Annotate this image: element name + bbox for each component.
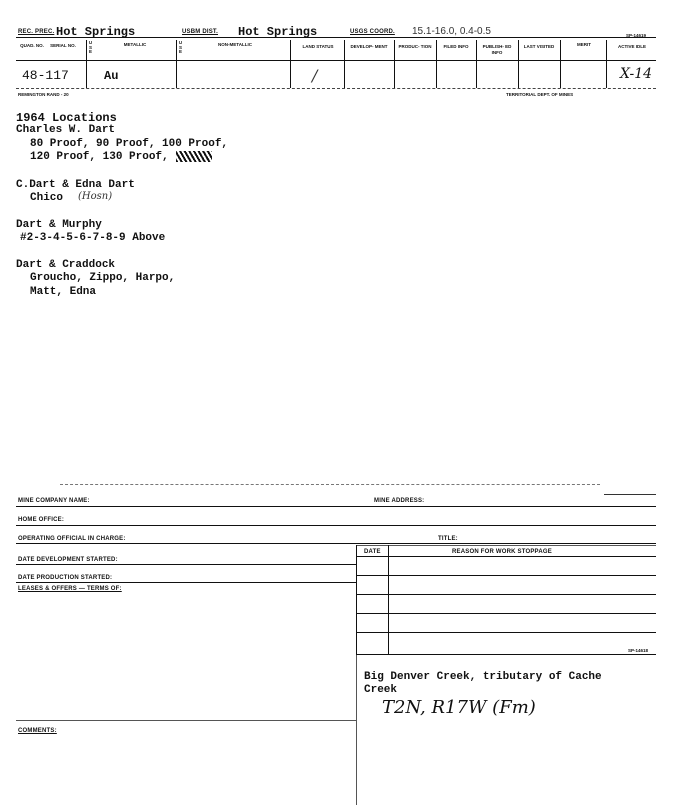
col-merit: MERIT: [577, 42, 591, 47]
col-production: PRODUC- TION: [398, 44, 432, 49]
col-serial-no: SERIAL NO.: [50, 43, 76, 48]
locator-c-dart-edna-dart: C.Dart & Edna Dart: [16, 179, 135, 191]
location-line-1: Big Denver Creek, tributary of Cache: [364, 671, 602, 683]
comments-label: COMMENTS:: [18, 728, 57, 734]
mine-company-name-label: MINE COMPANY NAME:: [18, 498, 90, 504]
col-land-status: LAND STATUS: [302, 44, 334, 49]
col-filed-info: FILED INFO: [443, 44, 469, 49]
rec-prec-value: Hot Springs: [56, 25, 136, 39]
reason-work-stoppage-header: REASON FOR WORK STOPPAGE: [452, 549, 552, 555]
form-number-bottom: SP-14618: [628, 648, 649, 653]
home-office-label: HOME OFFICE:: [18, 517, 65, 523]
remington-rand-footer: REMINGTON RAND - 20: [18, 92, 69, 97]
leases-offers-label: LEASES & OFFERS — TERMS OF:: [18, 586, 122, 592]
col-quad-no: QUAD. NO.: [20, 43, 44, 48]
claims-proof-line-1: 80 Proof, 90 Proof, 100 Proof,: [30, 138, 229, 150]
col-use-1: USE: [88, 40, 93, 54]
operating-official-label: OPERATING OFFICIAL IN CHARGE:: [18, 536, 126, 542]
locator-charles-dart: Charles W. Dart: [16, 124, 116, 136]
date-column-header: DATE: [364, 549, 381, 555]
claim-chico: Chico: [30, 192, 64, 204]
active-idle-value: X-14: [620, 66, 653, 82]
usgs-label: USGS COORD.: [350, 29, 395, 35]
territorial-dept-footer: TERRITORIAL DEPT. OF MINES: [506, 92, 574, 97]
strikeout-mark: [176, 151, 212, 162]
claims-groucho-zippo-harpo: Groucho, Zippo, Harpo,: [30, 272, 176, 284]
claims-proof-line-2: 120 Proof, 130 Proof,: [30, 151, 169, 163]
col-active-idle: ACTIVE IDLE: [617, 44, 646, 49]
township-range-handwritten: T2N, R17W (Fm): [382, 697, 536, 718]
rec-prec-label: REC. PREC.: [18, 29, 55, 35]
col-use-2: USE: [178, 40, 183, 54]
date-development-started-label: DATE DEVELOPMENT STARTED:: [18, 557, 118, 563]
usbm-value: Hot Springs: [238, 25, 318, 39]
col-development: DEVELOP- MENT: [350, 44, 388, 49]
locator-dart-murphy: Dart & Murphy: [16, 219, 102, 231]
claim-chico-handwritten: (Hosn): [78, 191, 113, 202]
usbm-label: USBM DIST.: [182, 29, 219, 35]
usgs-value: 15.1-16.0, 0.4-0.5: [412, 26, 491, 37]
claims-matt-edna: Matt, Edna: [30, 286, 97, 298]
location-line-2: Creek: [364, 684, 398, 696]
claims-numbered: #2-3-4-5-6-7-8-9 Above: [20, 232, 166, 244]
mine-address-label: MINE ADDRESS:: [374, 498, 425, 504]
col-metallic: METALLIC: [123, 42, 147, 47]
title-label: TITLE:: [438, 536, 458, 542]
land-status-value: /: [312, 66, 318, 85]
col-non-metallic: NON-METALLIC: [218, 42, 252, 47]
col-published-info: PUBLISH- ED INFO: [482, 44, 512, 55]
metallic-value: Au: [104, 69, 119, 83]
col-last-visited: LAST VISITED: [523, 44, 555, 49]
locator-dart-craddock: Dart & Craddock: [16, 259, 116, 271]
date-production-started-label: DATE PRODUCTION STARTED:: [18, 575, 113, 581]
year-heading: 1964 Locations: [16, 111, 117, 125]
quad-serial-value: 48-117: [22, 68, 69, 83]
form-number-top: SP-14619: [626, 33, 647, 38]
